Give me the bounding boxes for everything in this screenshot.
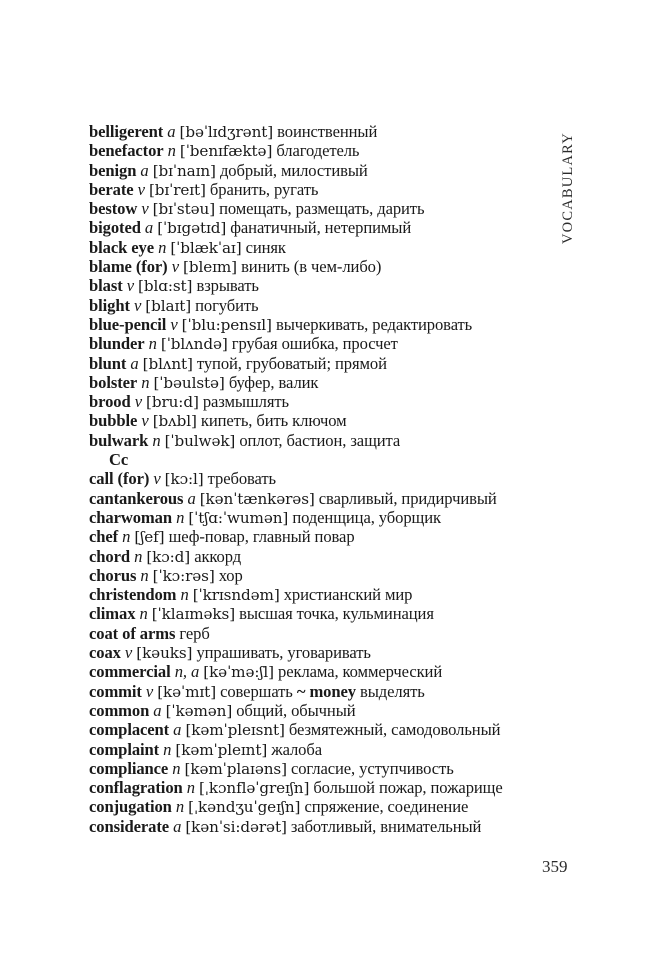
part-of-speech: a <box>187 488 196 508</box>
translation: фанатичный, нетерпимый <box>230 218 412 238</box>
part-of-speech: a <box>140 160 149 180</box>
translation: воинственный <box>277 122 378 141</box>
translation: реклама, коммерческий <box>278 662 443 682</box>
transcription: [kəmˈpleɪsnt] <box>185 721 285 740</box>
part-of-speech: a <box>167 122 176 141</box>
translation: добрый, милостивый <box>219 160 368 180</box>
transcription: [kəmˈpleɪnt] <box>175 740 268 759</box>
headword: conflagration <box>89 778 183 798</box>
translation: общий, обычный <box>236 700 356 720</box>
translation: поденщица, уборщик <box>292 507 441 527</box>
part-of-speech: n <box>172 758 181 778</box>
headword: considerate <box>89 816 170 836</box>
vocabulary-entry <box>89 334 549 353</box>
translation: согласие, уступчивость <box>290 758 454 778</box>
transcription: [blaɪt] <box>145 296 192 315</box>
vocabulary-entry <box>89 508 549 527</box>
transcription: [ˈbɪgətɪd] <box>157 219 227 238</box>
headword: conjugation <box>89 797 172 817</box>
part-of-speech: v <box>133 295 142 315</box>
translation: аккорд <box>194 546 242 566</box>
part-of-speech: v <box>171 257 179 277</box>
part-of-speech: a <box>173 816 182 836</box>
part-of-speech: v <box>141 199 149 219</box>
part-of-speech: n <box>186 778 195 798</box>
translation: безмятежный, самодовольный <box>288 720 501 740</box>
part-of-speech: n <box>175 797 185 817</box>
part-of-speech: v <box>126 276 134 296</box>
transcription: [bɪˈreɪt] <box>148 180 206 199</box>
translation: грубая ошибка, просчет <box>231 334 398 354</box>
headword: blue-pencil <box>89 314 167 334</box>
transcription: [ˈkɔ:rəs] <box>152 566 215 585</box>
vocabulary-entry <box>89 411 549 430</box>
transcription: [kəˈmɪt] <box>157 682 217 701</box>
vocabulary-entry <box>89 817 549 836</box>
transcription: [bɪˈstəu] <box>152 200 216 219</box>
transcription: [bɪˈnaɪn] <box>152 161 216 180</box>
transcription: [kəmˈplaɪəns] <box>184 759 287 778</box>
vocabulary-entry <box>89 238 549 257</box>
transcription: [ˈbulwək] <box>164 431 236 450</box>
headword: coax <box>89 643 121 663</box>
transcription: [kɔ:d] <box>146 547 191 566</box>
headword: christendom <box>89 585 177 605</box>
headword: bigoted <box>89 218 141 238</box>
transcription: [kɔ:l] <box>164 470 204 489</box>
translation: буфер, валик <box>228 372 319 392</box>
translation: шеф-повар, главный повар <box>168 527 355 547</box>
part-of-speech: n <box>152 430 161 450</box>
transcription: [ˌkɔnfləˈgreɪʃn] <box>198 779 310 798</box>
vocabulary-entry <box>89 547 549 566</box>
translation: кипеть, бить ключом <box>200 411 347 431</box>
headword: benefactor <box>89 141 164 161</box>
part-of-speech: n <box>148 334 157 354</box>
part-of-speech: n, a <box>174 662 200 682</box>
translation: хор <box>218 565 243 585</box>
transcription: [ˈbəulstə] <box>153 373 225 392</box>
headword: belligerent <box>89 122 164 141</box>
vocabulary-entry <box>89 740 549 759</box>
headword: complaint <box>89 739 160 759</box>
headword: common <box>89 700 150 720</box>
translation: синяк <box>245 237 286 257</box>
vocabulary-entry <box>89 141 549 160</box>
vocabulary-entry <box>89 122 549 141</box>
translation: упрашивать, уговаривать <box>196 643 371 663</box>
vocabulary-entry <box>89 257 549 276</box>
translation: сварливый, придирчивый <box>318 488 497 508</box>
part-of-speech: v <box>137 179 145 199</box>
translation: христианский мир <box>283 585 413 605</box>
vocabulary-entry <box>89 296 549 315</box>
vocabulary-entry <box>89 527 549 546</box>
vocabulary-entry <box>89 354 549 373</box>
vocabulary-entry <box>89 604 549 623</box>
headword: bestow <box>89 199 138 219</box>
vocabulary-entry <box>89 797 549 816</box>
transcription: [kəuks] <box>136 644 193 663</box>
vocabulary-entry <box>89 469 549 488</box>
part-of-speech: a <box>144 218 154 238</box>
headword: blight <box>89 295 130 315</box>
translation: бранить, ругать <box>209 179 319 199</box>
vocabulary-entry <box>89 720 549 739</box>
headword: benign <box>89 160 137 180</box>
headword: chorus <box>89 565 137 585</box>
part-of-speech: n <box>176 507 185 527</box>
entries-c <box>89 469 549 836</box>
transcription: [bʌbl] <box>152 412 197 431</box>
part-of-speech: n <box>163 739 172 759</box>
headword: blunt <box>89 353 127 373</box>
translation: высшая точка, кульминация <box>239 604 434 624</box>
part-of-speech: v <box>141 411 149 431</box>
vocabulary-entry <box>89 778 549 797</box>
part-of-speech: v <box>134 392 142 412</box>
translation: тупой, грубоватый; прямой <box>196 353 387 373</box>
sub-translation: выделять <box>360 681 425 701</box>
vocabulary-entry <box>89 315 549 334</box>
transcription: [kəˈmə:ʃl] <box>203 663 274 682</box>
part-of-speech: a <box>153 700 162 720</box>
translation: погубить <box>195 295 259 315</box>
vocabulary-entry <box>89 585 549 604</box>
headword: compliance <box>89 758 169 778</box>
transcription: [ˈblu:pensɪl] <box>181 315 272 334</box>
vocabulary-entry <box>89 199 549 218</box>
headword: bolster <box>89 372 138 392</box>
vocabulary-entry <box>89 624 549 643</box>
tilde-symbol: ~ <box>296 681 306 701</box>
headword: commit <box>89 681 142 701</box>
translation: герб <box>179 623 210 643</box>
part-of-speech: v <box>170 314 178 334</box>
vocabulary-entry <box>89 682 549 701</box>
part-of-speech: v <box>124 643 133 663</box>
transcription: [ˈblækˈaɪ] <box>170 238 242 257</box>
transcription: [blʌnt] <box>142 354 193 373</box>
transcription: [ˈblʌndə] <box>160 335 228 354</box>
translation: большой пожар, пожарище <box>313 778 503 798</box>
headword: blunder <box>89 334 145 354</box>
running-head: VOCABULARY <box>560 132 576 244</box>
page-number: 359 <box>542 857 568 876</box>
translation: взрывать <box>196 276 259 296</box>
translation: жалоба <box>271 739 322 759</box>
sub-headword: money <box>309 681 356 701</box>
vocabulary-entry <box>89 161 549 180</box>
headword: berate <box>89 179 134 199</box>
translation: совершать <box>220 681 293 701</box>
translation: винить (в чем-либо) <box>241 257 382 277</box>
transcription: [bru:d] <box>146 393 199 412</box>
transcription: [ˈkəmən] <box>165 701 233 720</box>
part-of-speech: n <box>167 141 176 161</box>
headword: commercial <box>89 662 171 682</box>
part-of-speech: v <box>145 681 154 701</box>
headword: coat of arms <box>89 623 176 643</box>
transcription: [ʃef] <box>134 528 165 547</box>
section-letter: Cc <box>109 450 129 470</box>
vocabulary-entry <box>89 759 549 778</box>
vocabulary-entry <box>89 392 549 411</box>
transcription: [ˈbenɪfæktə] <box>179 142 273 161</box>
vocabulary-entry <box>89 373 549 392</box>
transcription: [kənˈsi:dərət] <box>185 817 287 836</box>
transcription: [ˈklaɪməks] <box>151 605 236 624</box>
vocabulary-entry <box>89 566 549 585</box>
headword: call (for) <box>89 469 150 489</box>
headword: charwoman <box>89 507 172 527</box>
part-of-speech: v <box>153 469 161 489</box>
headword: brood <box>89 392 131 412</box>
headword: chef <box>89 527 119 547</box>
translation: вычеркивать, редактировать <box>275 314 473 334</box>
part-of-speech: a <box>130 353 139 373</box>
translation: оплот, бастион, защита <box>239 430 401 450</box>
transcription: [bəˈlɪdʒrənt] <box>179 123 274 141</box>
vocabulary-entry <box>89 218 549 237</box>
vocabulary-entry <box>89 662 549 681</box>
headword: chord <box>89 546 130 566</box>
headword: complacent <box>89 720 170 740</box>
transcription: [ˈtʃɑ:ˈwumən] <box>188 508 289 527</box>
transcription: [blɑ:st] <box>138 277 193 296</box>
transcription: [bleɪm] <box>183 258 237 277</box>
part-of-speech: n <box>140 565 149 585</box>
part-of-speech: a <box>173 720 182 740</box>
vocabulary-entry <box>89 180 549 199</box>
vocabulary-entry <box>89 276 549 295</box>
headword: blame (for) <box>89 257 168 277</box>
transcription: [kənˈtænkərəs] <box>199 489 315 508</box>
headword: bulwark <box>89 430 149 450</box>
vocabulary-entry <box>89 643 549 662</box>
headword: blast <box>89 276 123 296</box>
part-of-speech: n <box>141 372 150 392</box>
transcription: [ˈkrɪsndəm] <box>192 586 280 605</box>
vocabulary-entry <box>89 431 549 450</box>
translation: спряжение, соединение <box>304 797 469 817</box>
translation: заботливый, внимательный <box>290 816 482 836</box>
translation: помещать, размещать, дарить <box>219 199 425 219</box>
headword: bubble <box>89 411 138 431</box>
part-of-speech: n <box>139 604 148 624</box>
headword: black eye <box>89 237 155 257</box>
part-of-speech: n <box>158 237 167 257</box>
vocabulary-entry <box>89 489 549 508</box>
part-of-speech: n <box>134 546 143 566</box>
translation: размышлять <box>202 392 289 412</box>
part-of-speech: n <box>122 527 131 547</box>
entries-b <box>89 122 549 450</box>
headword: cantankerous <box>89 488 184 508</box>
headword: climax <box>89 604 136 624</box>
vocabulary-entry <box>89 701 549 720</box>
vocabulary-list <box>89 122 549 836</box>
translation: благодетель <box>276 141 360 161</box>
transcription: [ˌkəndʒuˈgeɪʃn] <box>188 798 301 817</box>
part-of-speech: n <box>180 585 189 605</box>
translation: требовать <box>207 469 276 489</box>
